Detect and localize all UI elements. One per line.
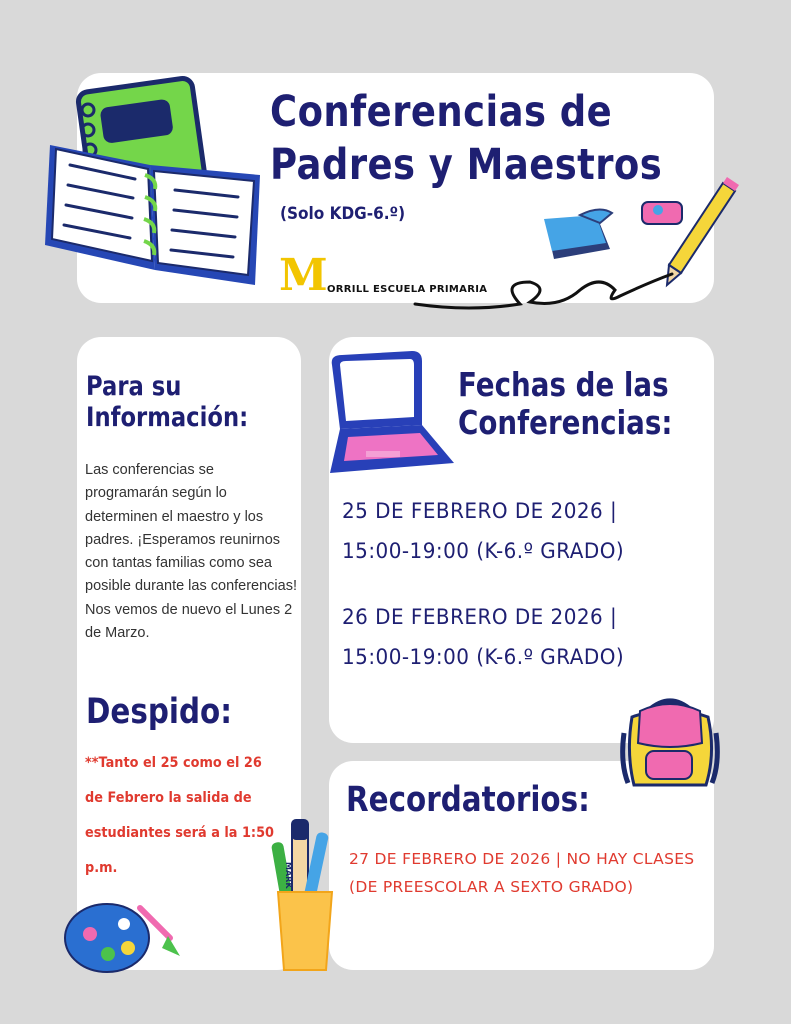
dismissal-body: **Tanto el 25 como el 26 de Febrero la salida de estudiantes será a la 1:50 p.m. — [85, 755, 275, 876]
info-heading-line-2: Información: — [86, 402, 249, 433]
school-logo: M — [279, 250, 328, 301]
school-name: ORRILL ESCUELA PRIMARIA — [327, 284, 488, 295]
notebook-icon — [40, 75, 270, 290]
tape-dispenser-icon — [540, 205, 620, 265]
conference-date-1-time: 15:00-19:00 (K-6.º GRADO) — [342, 539, 625, 563]
title-line-1: Conferencias de — [270, 87, 613, 137]
marker-label: MARK — [284, 862, 293, 889]
conference-date-1-day: 25 DE FEBRERO DE 2026 | — [342, 499, 618, 523]
info-body: Las conferencias se programarán según lo determinen el maestro y los padres. ¡Esperamos reunirnos con tantas familias como sea posible durante las conferencias! Nos vemos de nuevo el Lunes 2 de Marzo. — [85, 462, 297, 642]
conference-date-1 — [342, 491, 684, 571]
reminders-body: 27 DE FEBRERO DE 2026 | NO HAY CLASES (DE PREESCOLAR A SEXTO GRADO) — [349, 850, 695, 896]
paint-palette-icon — [62, 900, 192, 975]
conference-date-2-day: 26 DE FEBRERO DE 2026 | — [342, 605, 618, 629]
title-line-2: Padres y Maestros — [270, 140, 663, 190]
conference-date-2-time: 15:00-19:00 (K-6.º GRADO) — [342, 645, 625, 669]
reminders-heading: Recordatorios: — [346, 780, 590, 820]
conference-date-2 — [342, 597, 684, 677]
dates-heading-line-2: Conferencias: — [458, 403, 673, 442]
pen-cup-icon — [268, 812, 343, 977]
squiggle-line — [410, 268, 680, 316]
dismissal-heading: Despido: — [86, 692, 232, 732]
page-title — [270, 86, 662, 192]
info-heading — [86, 371, 248, 433]
backpack-icon — [618, 693, 722, 795]
dates-heading-line-1: Fechas de las — [458, 365, 669, 404]
laptop-icon — [322, 345, 457, 475]
subtitle: (Solo KDG-6.º) — [280, 204, 406, 224]
info-heading-line-1: Para su — [86, 371, 182, 402]
dates-heading — [458, 366, 672, 442]
